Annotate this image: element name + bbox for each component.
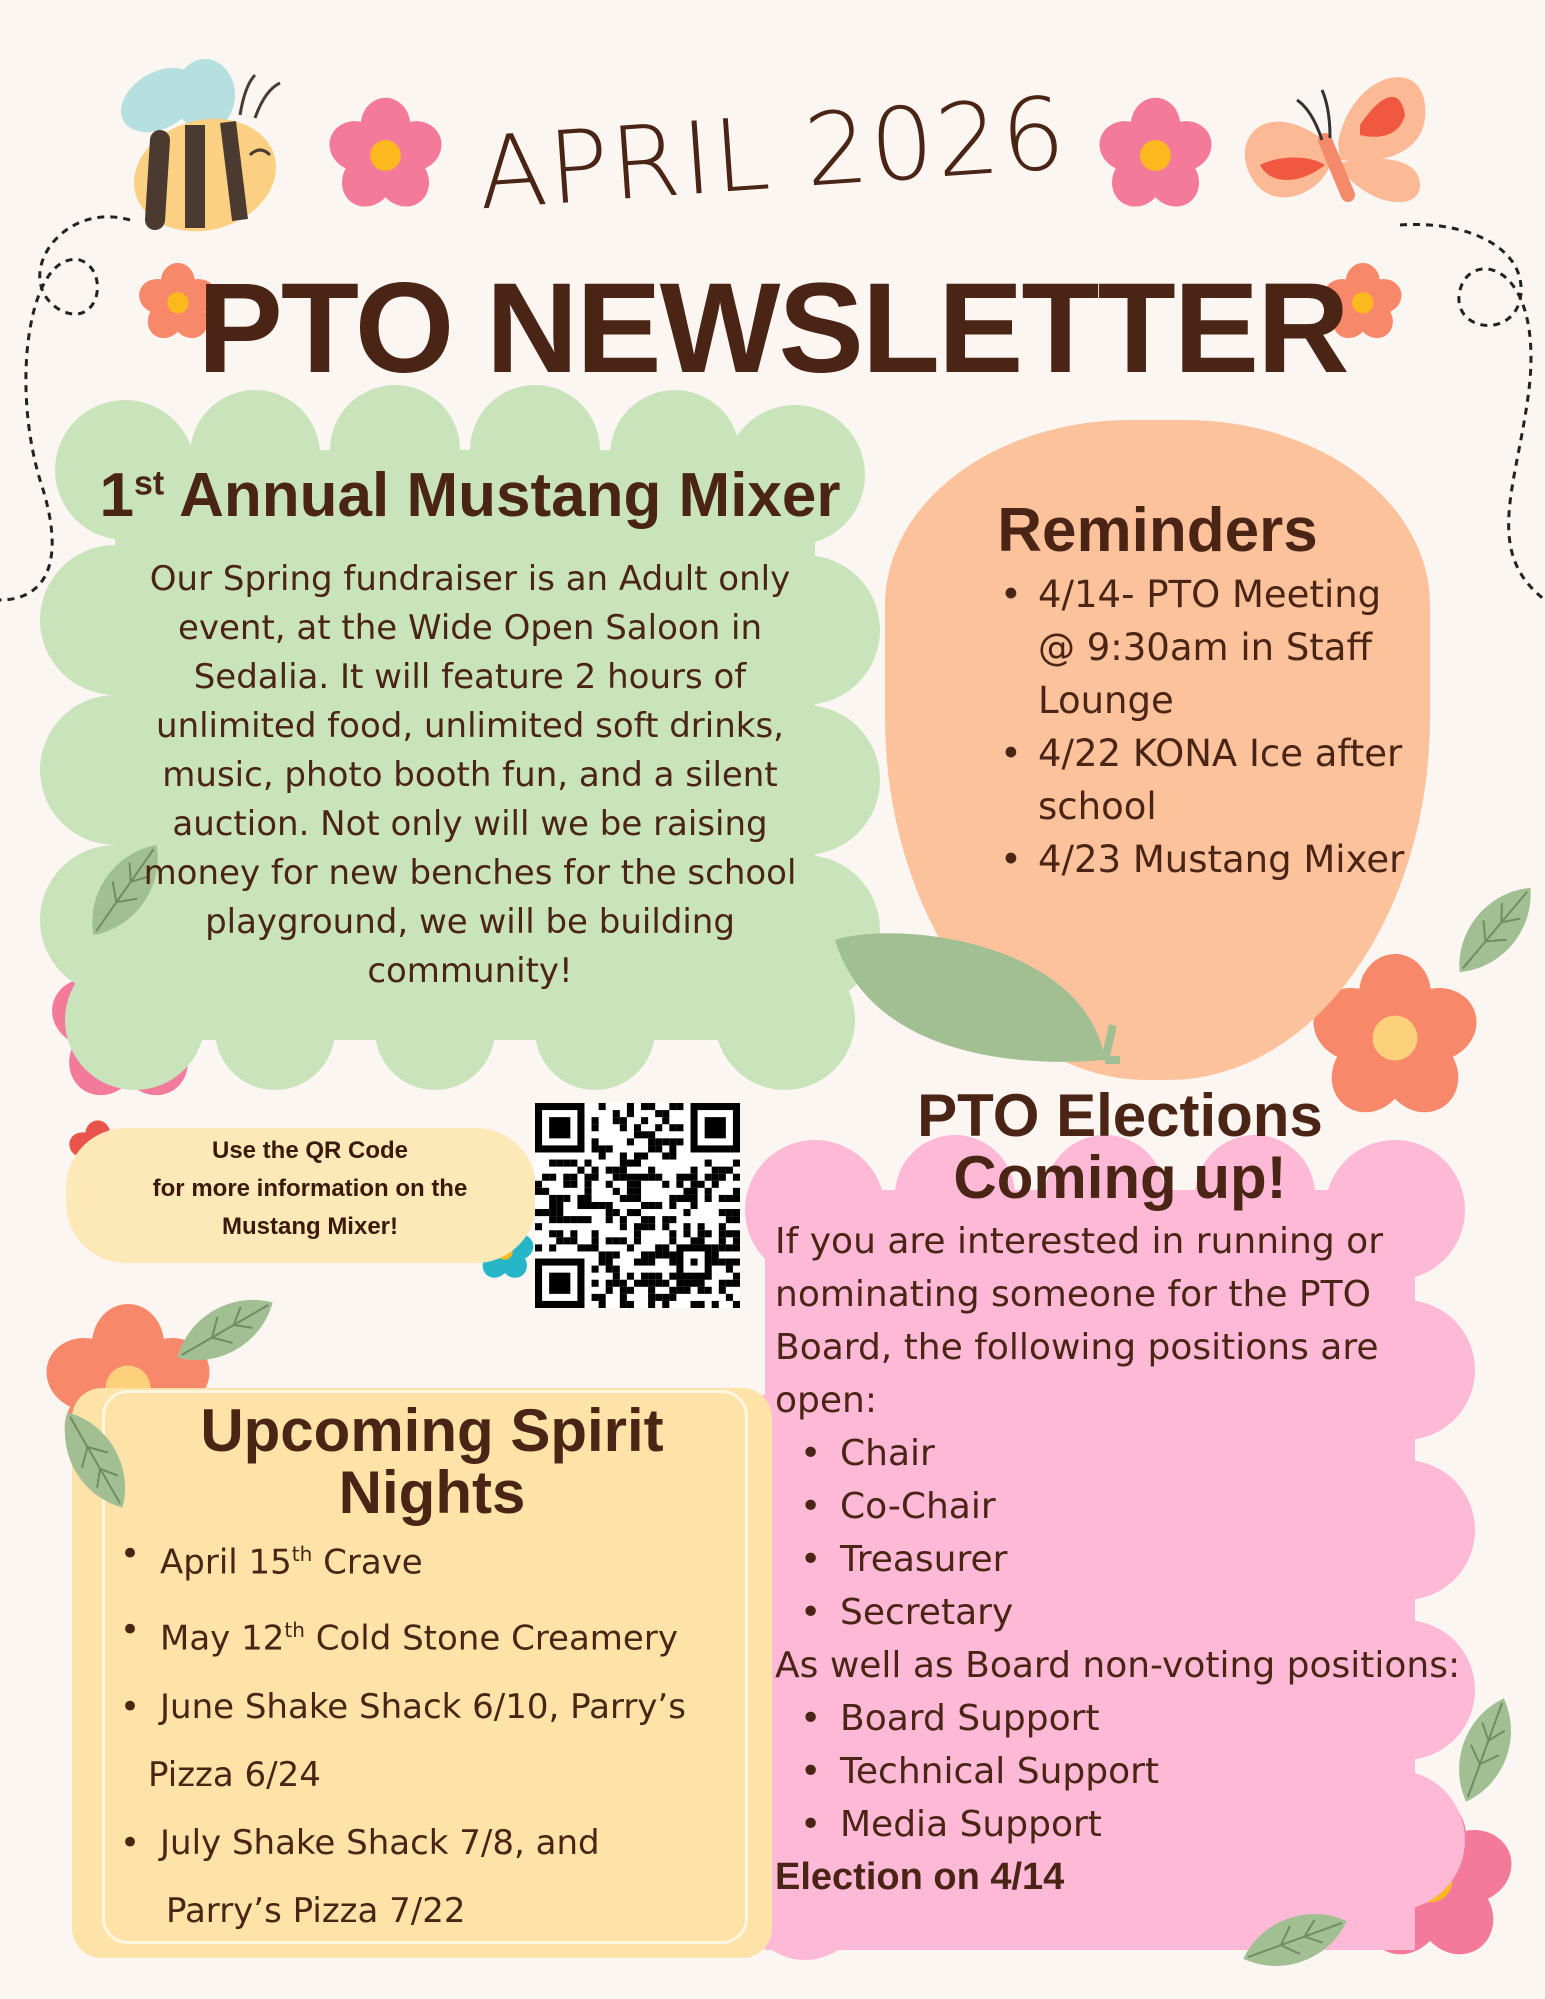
list-item: • Treasurer xyxy=(775,1533,1475,1586)
mixer-title: 1st Annual Mustang Mixer xyxy=(99,461,841,530)
list-item: • 4/22 KONA Ice after school xyxy=(1000,727,1420,833)
list-item: • May 12th Cold Stone Creamery xyxy=(120,1596,740,1672)
qr-code[interactable] xyxy=(535,1103,740,1308)
newsletter-title: PTO NEWSLETTER xyxy=(197,257,1348,400)
list-item: • 4/14- PTO Meeting @ 9:30am in Staff Lounge xyxy=(1000,568,1420,727)
list-item: • Technical Support xyxy=(775,1745,1475,1798)
reminders-title: Reminders xyxy=(997,496,1318,565)
list-item: • 4/23 Mustang Mixer xyxy=(1000,833,1420,886)
list-item: • Co-Chair xyxy=(775,1480,1475,1533)
mixer-body: Our Spring fundraiser is an Adult only event, at the Wide Open Saloon in Sedalia. It will feature 2 hours of unlimited food, unlimited soft drinks, music, photo booth fun, and a silent auction. Not only will we be raising money for new benches for the school playground, we will be building community! xyxy=(143,559,797,991)
elections-title: PTO Elections Coming up! xyxy=(917,1082,1323,1211)
leaf-icon xyxy=(835,930,1125,1070)
list-item: • June Shake Shack 6/10, Parry’s xyxy=(120,1673,740,1741)
nonvoting-list xyxy=(775,1692,1475,1851)
qr-note-text: Use the QR Code for more information on the Mustang Mixer! xyxy=(152,1137,468,1240)
spirit-title: Upcoming Spirit Nights xyxy=(200,1397,664,1526)
elections-body: If you are interested in running or nominating someone for the PTO Board, the following positions are open: • Chair • Co-Chair • Treasurer • Secretary As well as Board non-voting positions: • Board Support • Technical Support • Media Support Election on 4/14 xyxy=(775,1215,1475,1904)
election-date: Election on 4/14 xyxy=(775,1856,1065,1898)
list-item: • Chair xyxy=(775,1427,1475,1480)
newsletter-month: APRIL 2026 xyxy=(474,74,1071,233)
list-item-continuation: Parry’s Pizza 7/22 xyxy=(166,1890,466,1931)
list-item-continuation: Pizza 6/24 xyxy=(148,1754,321,1795)
positions-list xyxy=(775,1427,1475,1639)
reminders-list xyxy=(1000,568,1420,886)
list-item: • April 15th Crave xyxy=(120,1520,740,1596)
list-item: • Secretary xyxy=(775,1586,1475,1639)
list-item: • Media Support xyxy=(775,1798,1475,1851)
spirit-list xyxy=(120,1520,740,1945)
list-item: • July Shake Shack 7/8, and xyxy=(120,1809,740,1877)
list-item: • Board Support xyxy=(775,1692,1475,1745)
